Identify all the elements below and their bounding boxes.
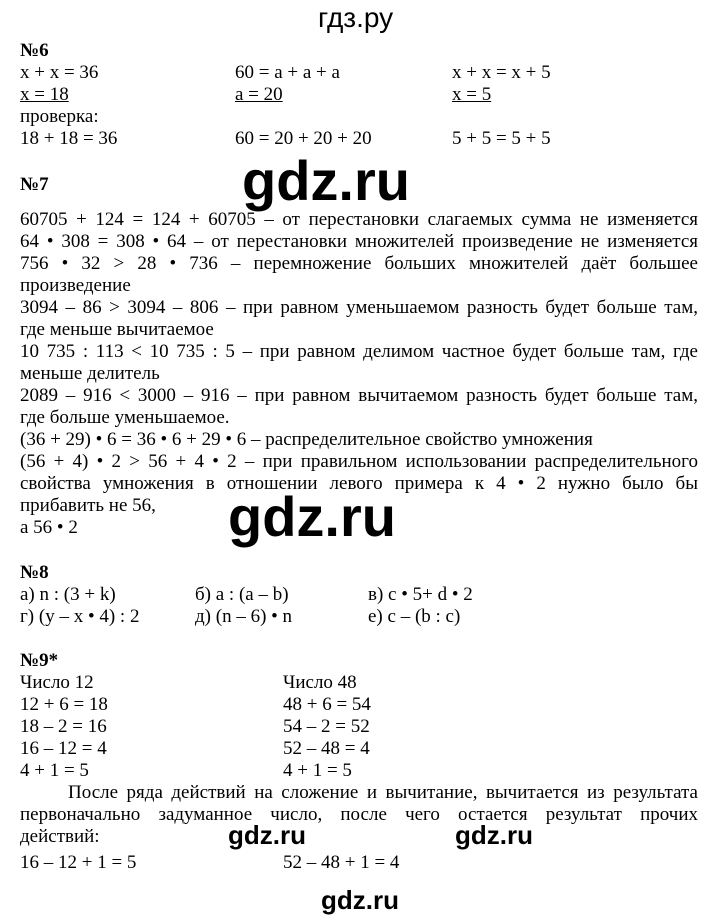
task-7-line: 3094 – 86 > 3094 – 806 – при равном уменьшаемом разность будет больше там, <box>20 297 698 318</box>
watermark: gdz.ru <box>228 820 306 850</box>
task-6-eq-1: x + x = 36 <box>20 62 99 83</box>
task-7-line: свойства умножения в отношении левого примера к 4 • 2 нужно было бы <box>20 473 698 494</box>
task-7-line: 60705 + 124 = 124 + 60705 – от перестановки слагаемых сумма не изменяется <box>20 209 698 230</box>
task-7-title: №7 <box>20 174 49 195</box>
site-header: гдз.ру <box>318 2 394 33</box>
task-9-col2-line: 52 – 48 = 4 <box>283 738 370 759</box>
task-7-line: 2089 – 916 < 3000 – 916 – при равном вычитаемом разность будет больше там, <box>20 385 698 406</box>
task-7-line: прибавить не 56, <box>20 495 156 516</box>
task-7-line: где больше уменьшаемое. <box>20 407 230 428</box>
task-7-line: 10 735 : 113 < 10 735 : 5 – при равном делимом частное будет больше там, где <box>20 341 698 362</box>
task-9-paragraph-line: После ряда действий на сложение и вычитание, вычитается из результата <box>68 782 698 803</box>
watermark-footer: gdz.ru <box>321 885 399 915</box>
task-7-line: а 56 • 2 <box>20 517 78 538</box>
task-9-title: №9* <box>20 650 59 671</box>
task-6-check-2: 60 = 20 + 20 + 20 <box>235 128 372 149</box>
task-9-col2-line: 4 + 1 = 5 <box>283 760 352 781</box>
task-9-col2-line: Число 48 <box>283 672 357 693</box>
task-7-line: где меньше вычитаемое <box>20 319 214 340</box>
task-8-item-g: г) (y – x • 4) : 2 <box>20 606 140 627</box>
task-9-col2-line: 48 + 6 = 54 <box>283 694 371 715</box>
task-7-line: 756 • 32 > 28 • 736 – перемножение больших множителей даёт большее <box>20 253 698 274</box>
task-9-col1-line: 16 – 12 = 4 <box>20 738 107 759</box>
task-9-paragraph-line: действий: <box>20 826 100 847</box>
task-6-title: №6 <box>20 40 49 61</box>
task-9-col2-line: 54 – 2 = 52 <box>283 716 370 737</box>
task-8-item-v: в) c • 5+ d • 2 <box>368 584 473 605</box>
task-7-line: меньше делитель <box>20 363 160 384</box>
task-9-final-1: 16 – 12 + 1 = 5 <box>20 852 137 873</box>
task-8-item-d: д) (n – 6) • n <box>195 606 293 627</box>
task-8-item-e: е) c – (b : c) <box>368 606 461 627</box>
task-7-line: (56 + 4) • 2 > 56 + 4 • 2 – при правильном использовании распределительного <box>20 451 698 472</box>
task-6-answer-2: a = 20 <box>235 84 283 105</box>
task-9-col1-line: 4 + 1 = 5 <box>20 760 89 781</box>
task-6-check-1: 18 + 18 = 36 <box>20 128 118 149</box>
task-6-answer-1: x = 18 <box>20 84 69 105</box>
watermark: gdz.ru <box>455 820 533 850</box>
task-8-item-b: б) a : (a – b) <box>195 584 289 605</box>
task-9-paragraph-line: первоначально задуманное число, после чего остается результат прочих <box>20 804 698 825</box>
watermark: gdz.ru <box>242 149 410 212</box>
task-7-line: произведение <box>20 275 131 296</box>
task-9-col1-line: 12 + 6 = 18 <box>20 694 108 715</box>
task-7-line: (36 + 29) • 6 = 36 • 6 + 29 • 6 – распределительное свойство умножения <box>20 429 593 450</box>
task-9-col1-line: 18 – 2 = 16 <box>20 716 107 737</box>
watermark: gdz.ru <box>228 485 396 548</box>
task-9-col1-line: Число 12 <box>20 672 94 693</box>
task-6-answer-3: x = 5 <box>452 84 492 105</box>
task-6-check-3: 5 + 5 = 5 + 5 <box>452 128 551 149</box>
task-8-title: №8 <box>20 562 49 583</box>
task-8-item-a: а) n : (3 + k) <box>20 584 116 605</box>
task-6-eq-3: x + x = x + 5 <box>452 62 551 83</box>
task-9-final-2: 52 – 48 + 1 = 4 <box>283 852 400 873</box>
task-6-eq-2: 60 = a + a + a <box>235 62 340 83</box>
task-6-check-label: проверка: <box>20 106 99 127</box>
task-7-line: 64 • 308 = 308 • 64 – от перестановки множителей произведение не изменяется <box>20 231 698 252</box>
